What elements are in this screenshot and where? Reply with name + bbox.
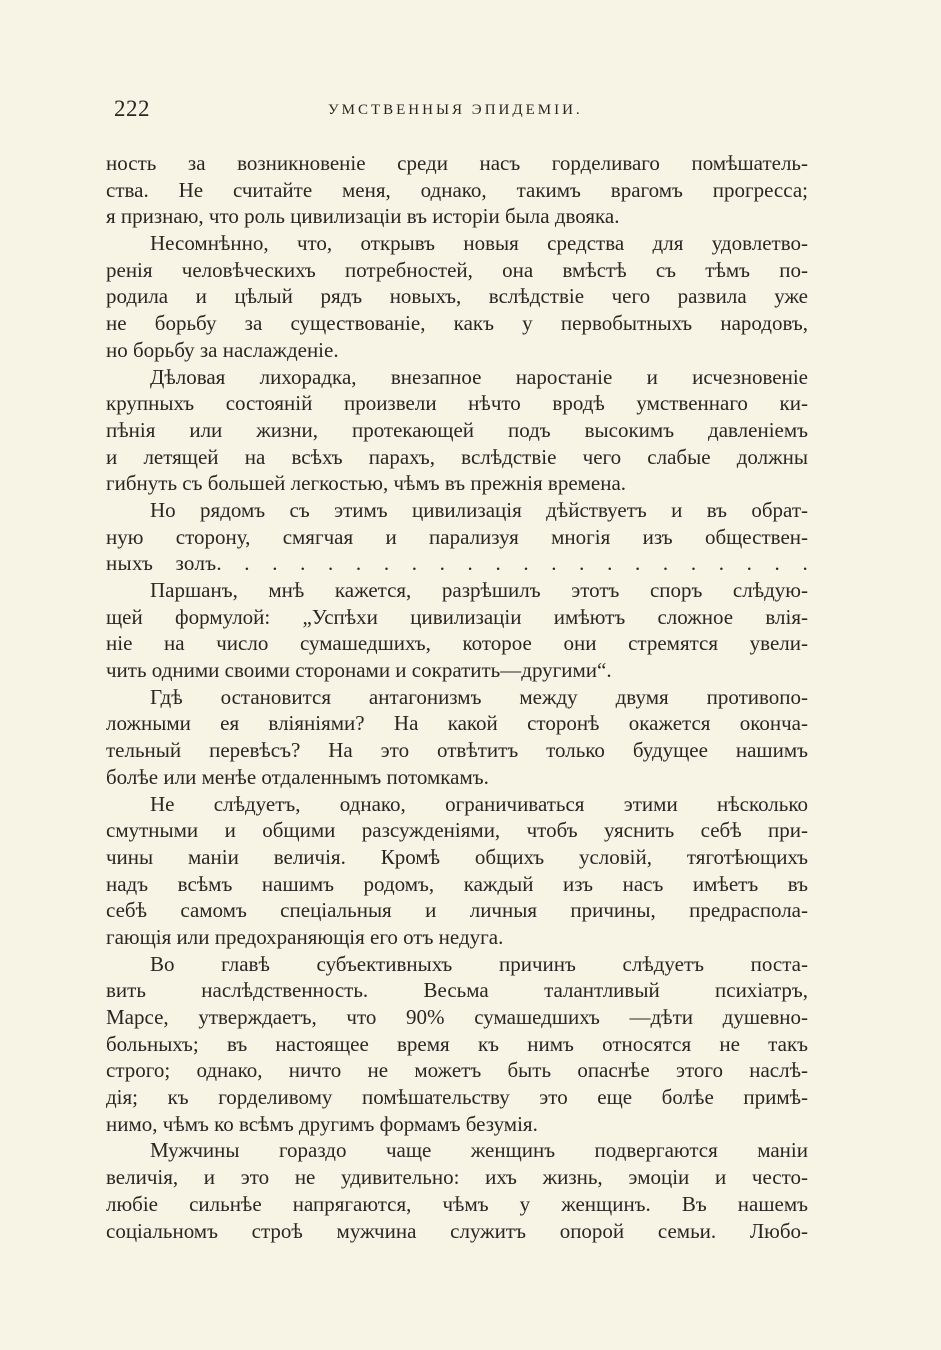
text-line: себѣ самомъ спеціальныя и личныя причины, предраспола- [106,898,808,923]
text-line: больныхъ; въ настоящее время къ нимъ относятся не такъ [106,1031,808,1056]
text-line: Гдѣ остановится антагонизмъ между двумя противопо- [150,684,808,709]
text-line: любіе сильнѣе напрягаются, чѣмъ у женщинъ. Въ нашемъ [106,1191,808,1216]
text-line: Не слѣдуетъ, однако, ограничиваться этими нѣсколько [150,791,808,816]
text-line: Мужчины гораздо чаще женщинъ подвергаются маніи [150,1138,808,1163]
text-line: Дѣловая лихорадка, внезапное наростаніе и исчезновеніе [150,364,808,389]
page-header [114,96,814,128]
text-line: ніе на число сумашедшихъ, которое они стремятся увели- [106,631,808,656]
text-line: надъ всѣмъ нашимъ родомъ, каждый изъ насъ имѣетъ въ [106,871,808,896]
text-line: Но рядомъ съ этимъ цивилизація дѣйствуетъ и въ обрат- [150,497,808,522]
text-line: ныхъ золъ. . . . . . . . . . . . . . . . . . . . . . [106,551,808,576]
text-line: крупныхъ состояній произвели нѣчто вродѣ умственнаго ки- [106,391,808,416]
text-line: ренія человѣческихъ потребностей, она вмѣстѣ съ тѣмъ по- [106,257,808,282]
text-line: величія, и это не удивительно: ихъ жизнь, эмоціи и често- [106,1165,808,1190]
text-line: тельный перевѣсъ? На это отвѣтитъ только будущее нашимъ [106,738,808,763]
text-line: гающія или предохраняющія его отъ недуга. [106,924,504,949]
text-line: ства. Не считайте меня, однако, такимъ врагомъ прогресса; [106,177,808,202]
text-line: родила и цѣлый рядъ новыхъ, вслѣдствіе чего развила уже [106,284,808,309]
text-line: чить одними своими сторонами и сократить—другими“. [106,658,612,683]
text-line: ность за возникновеніе среди насъ горделиваго помѣшатель- [106,151,808,175]
text-line: дія; къ горделивому помѣшательству это еще болѣе примѣ- [106,1085,808,1110]
text-line: болѣе или менѣе отдаленнымъ потомкамъ. [106,764,489,789]
text-line: и летящей на всѣхъ парахъ, вслѣдствіе чего слабые должны [106,444,808,469]
body-text [106,150,808,1244]
text-line: я признаю, что роль цивилизаціи въ исторіи была двояка. [106,204,620,229]
text-line: вить наслѣдственность. Весьма талантливый психіатръ, [106,978,808,1003]
text-line: ную сторону, смягчая и парализуя многія изъ обществен- [106,524,808,549]
page-number: 222 [114,96,150,121]
text-line: не борьбу за существованіе, какъ у первобытныхъ народовъ, [106,311,808,336]
text-line: смутными и общими разсужденіями, чтобъ уяснить себѣ при- [106,818,808,843]
text-line: Марсе, утверждаетъ, что 90% сумашедшихъ —дѣти душевно- [106,1005,808,1029]
text-line: ложными ея вліяніями? На какой сторонѣ окажется оконча- [106,711,808,736]
text-line: но борьбу за наслажденіе. [106,337,339,362]
text-line: нимо, чѣмъ ко всѣмъ другимъ формамъ безумія. [106,1111,538,1136]
text-line: Несомнѣнно, что, открывъ новыя средства для удовлетво- [150,231,808,256]
text-line: гибнуть съ большей легкостью, чѣмъ въ прежнія времена. [106,471,627,496]
text-line: щей формулой: „Успѣхи цивилизаціи имѣютъ сложное влія- [106,604,808,629]
text-line: Во главѣ субъективныхъ причинъ слѣдуетъ поста- [150,951,808,976]
text-line: пѣнія или жизни, протекающей подъ высокимъ давленіемъ [106,417,808,442]
text-line: Паршанъ, мнѣ кажется, разрѣшилъ этотъ споръ слѣдую- [150,578,808,602]
text-line: соціальномъ строѣ мужчина служитъ опорой семьи. Любо- [106,1218,808,1243]
text-line: строго; однако, ничто не можетъ быть опаснѣе этого наслѣ- [106,1058,808,1083]
running-title: УМСТВЕННЫЯ ЭПИДЕМІИ. [328,102,583,118]
text-line: чины маніи величія. Кромѣ общихъ условій, тяготѣющихъ [106,844,808,869]
